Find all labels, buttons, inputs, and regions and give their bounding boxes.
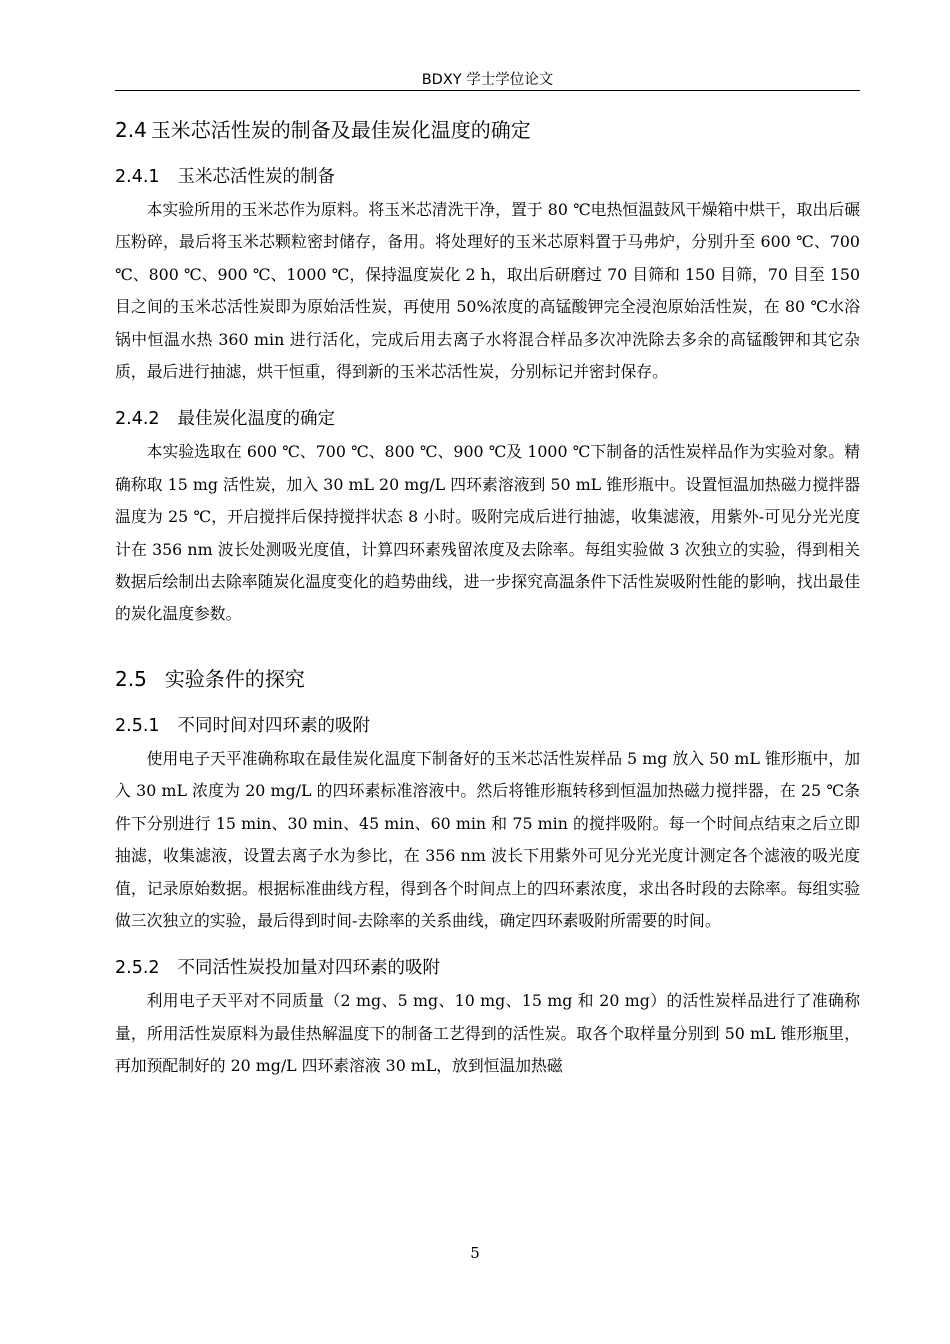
section-number: 2.5 xyxy=(115,666,147,691)
subsection-heading-2-4-2 xyxy=(115,402,860,436)
page-body xyxy=(115,112,860,1083)
subsection-heading-2-5-1 xyxy=(115,709,860,743)
section-heading-2-5 xyxy=(115,661,860,697)
page-number: 5 xyxy=(470,1244,480,1262)
subsection-title: 不同活性炭投加量对四环素的吸附 xyxy=(177,958,441,979)
paragraph-2-5-2: 利用电子天平对不同质量（2 mg、5 mg、10 mg、15 mg 和 20 mg）的活性炭样品进行了准确称量，所用活性炭原料为最佳热解温度下的制备工艺得到的活性炭。取各个取样量分别到 50 mL 锥形瓶里，再加预配制好的 20 mg/L 四环素溶液 30 mL，放到恒温加热磁 xyxy=(115,991,860,1076)
section-number: 2.4 xyxy=(115,118,147,142)
paragraph-2-4-2: 本实验选取在 600 ℃、700 ℃、800 ℃、900 ℃及 1000 ℃下制备的活性炭样品作为实验对象。精确称取 15 mg 活性炭，加入 30 mL 20 mg/L 四环素溶液到 50 mL 锥形瓶中。设置恒温加热磁力搅拌器温度为 25 ℃，开启搅拌后保持搅拌状态 8 小时。吸附完成后进行抽滤，收集滤液，用紫外-可见分光光度计在 356 nm 波长处测吸光度值，计算四环素残留浓度及去除率。每组实验做 3 次独立的实验，得到相关数据后绘制出去除率随炭化温度变化的趋势曲线，进一步探究高温条件下活性炭吸附性能的影响，找出最佳的炭化温度参数。 xyxy=(115,442,860,624)
subsection-title: 不同时间对四环素的吸附 xyxy=(177,715,371,736)
section-heading-2-4 xyxy=(115,112,860,148)
subsection-title: 最佳炭化温度的确定 xyxy=(177,409,336,430)
section-title: 实验条件的探究 xyxy=(164,666,305,691)
section-title: 玉米芯活性炭的制备及最佳炭化温度的确定 xyxy=(150,118,531,142)
subsection-number: 2.4.1 xyxy=(115,167,160,187)
running-header: BDXY 学士学位论文 xyxy=(421,72,554,88)
subsection-number: 2.5.1 xyxy=(115,715,160,736)
paragraph-2-4-1: 本实验所用的玉米芯作为原料。将玉米芯清洗干净，置于 80 ℃电热恒温鼓风干燥箱中烘干，取出后碾压粉碎，最后将玉米芯颗粒密封储存，备用。将处理好的玉米芯原料置于马弗炉，分别升至 600 ℃、700 ℃、800 ℃、900 ℃、1000 ℃，保持温度炭化 2 h，取出后研磨过 70 目筛和 150 目筛，70 目至 150 目之间的玉米芯活性炭即为原始活性炭，再使用 50%浓度的高锰酸钾完全浸泡原始活性炭，在 80 ℃水浴锅中恒温水热 360 min 进行活化，完成后用去离子水将混合样品多次冲洗除去多余的高锰酸钾和其它杂质，最后进行抽滤，烘干恒重，得到新的玉米芯活性炭，分别标记并密封保存。 xyxy=(115,200,860,382)
subsection-title: 玉米芯活性炭的制备 xyxy=(177,167,336,187)
subsection-heading-2-5-2 xyxy=(115,951,860,985)
subsection-heading-2-4-1 xyxy=(115,160,860,194)
subsection-number: 2.4.2 xyxy=(115,409,160,430)
paragraph-2-5-1: 使用电子天平准确称取在最佳炭化温度下制备好的玉米芯活性炭样品 5 mg 放入 50 mL 锥形瓶中，加入 30 mL 浓度为 20 mg/L 的四环素标准溶液中。然后将锥形瓶转移到恒温加热磁力搅拌器，在 25 ℃条件下分别进行 15 min、30 min、45 min、60 min 和 75 min 的搅拌吸附。每一个时间点结束之后立即抽滤，收集滤液，设置去离子水为参比，在 356 nm 波长下用紫外可见分光光度计测定各个滤液的吸光度值，记录原始数据。根据标准曲线方程，得到各个时间点上的四环素浓度，求出各时段的去除率。每组实验做三次独立的实验，最后得到时间-去除率的关系曲线，确定四环素吸附所需要的时间。 xyxy=(115,748,860,930)
header-rule xyxy=(115,90,860,91)
subsection-number: 2.5.2 xyxy=(115,958,160,979)
